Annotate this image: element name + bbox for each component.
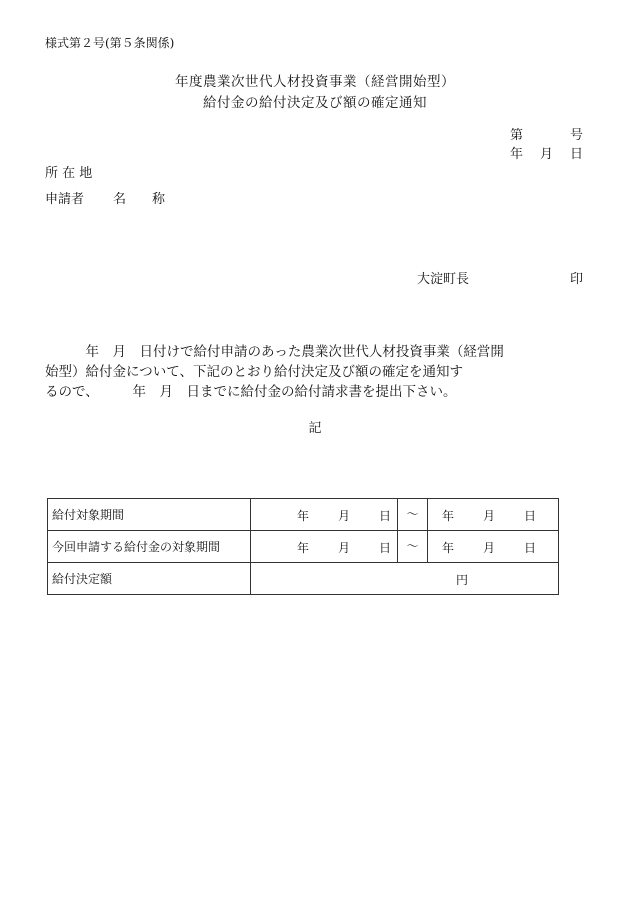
notice-body-line-2: 始型）給付金について、下記のとおり給付決定及び額の確定を通知す [45,364,463,380]
range-separator: ～ [397,499,428,530]
to-year: 年 [442,541,455,555]
from-year: 年 [297,509,310,523]
doc-date-month: 月 [540,147,554,162]
to-month: 月 [483,509,496,523]
grant-info-table [47,498,559,595]
period-range-cell [251,499,559,531]
table-row [48,531,559,563]
to-year: 年 [442,509,455,523]
applicant-name-label: 名 称 [113,192,166,207]
doc-number-go: 号 [570,128,584,143]
ki-heading: 記 [308,421,322,436]
issuer-title: 大淀町長 [417,272,470,287]
from-month: 月 [338,509,351,523]
amount-unit: 円 [456,573,469,587]
from-month: 月 [338,541,351,555]
doc-number-dai: 第 [510,128,524,143]
table-row [48,563,559,595]
issuer-seal: 印 [570,272,584,287]
doc-date-day: 日 [570,147,584,162]
to-day: 日 [524,541,537,555]
to-month: 月 [483,541,496,555]
document-title-line-1: 年度農業次世代人材投資事業（経営開始型） [175,74,455,90]
from-day: 日 [379,509,392,523]
period-label: 給付対象期間 [48,499,251,531]
form-number: 様式第２号(第５条関係) [45,36,175,50]
table-row [48,499,559,531]
from-day: 日 [379,541,392,555]
document-title-line-2: 給付金の給付決定及び額の確定通知 [203,95,427,111]
notice-body-line-3: るので、 年 月 日までに給付金の給付請求書を提出下さい。 [45,384,457,400]
address-label: 所 在 地 [45,166,93,181]
amount-label: 給付決定額 [48,563,251,595]
amount-cell [251,563,559,595]
notice-body [45,342,587,402]
current-period-label: 今回申請する給付金の対象期間 [48,531,251,563]
doc-date-year: 年 [510,147,524,162]
to-day: 日 [524,509,537,523]
range-separator: ～ [397,531,428,562]
applicant-label: 申請者 [45,192,85,207]
current-period-range-cell [251,531,559,563]
notice-body-line-1: 年 月 日付けで給付申請のあった農業次世代人材投資事業（経営開 [45,344,504,360]
from-year: 年 [297,541,310,555]
